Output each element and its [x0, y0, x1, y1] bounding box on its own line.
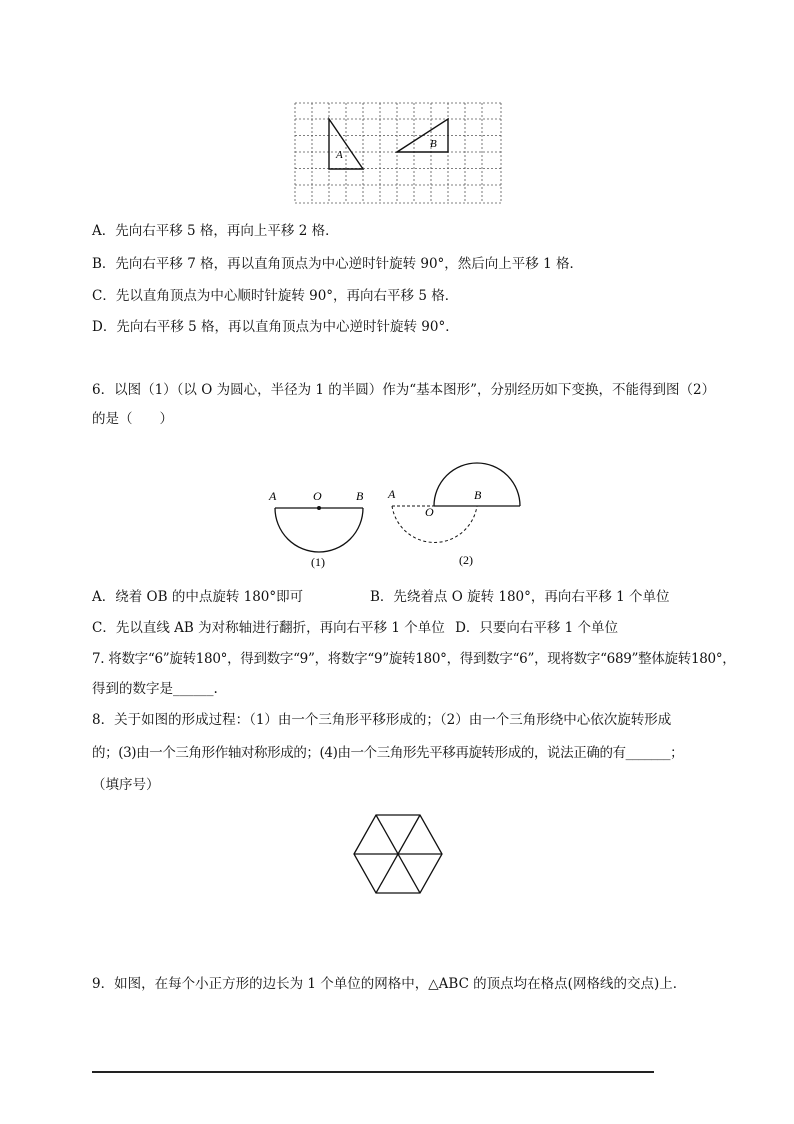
q6-stem-line2: 的是（ ）	[92, 411, 173, 427]
figure-1	[268, 489, 364, 569]
q5-option-c: C．先以直角顶点为中心顺时针旋转 90°，再向右平移 5 格．	[92, 288, 459, 304]
q6-option-d: D．只要向右平移 1 个单位	[455, 620, 619, 636]
fig1-caption: (1)	[311, 555, 325, 569]
fig2-label-b: B	[474, 488, 482, 502]
fig2-label-a: A	[388, 487, 396, 501]
triangle-a	[329, 119, 363, 169]
q6-figures	[262, 452, 534, 574]
q5-option-d: D．先向右平移 5 格，再以直角顶点为中心逆时针旋转 90°．	[92, 319, 459, 335]
bottom-rule	[92, 1071, 654, 1073]
q5-option-b: B．先向右平移 7 格，再以直角顶点为中心逆时针旋转 90°，然后向上平移 1 格．	[92, 256, 583, 272]
fig1-label-b: B	[356, 489, 364, 503]
fig2-caption: (2)	[459, 553, 473, 567]
label-b: B	[430, 138, 437, 150]
fig2-label-o: O	[425, 505, 434, 519]
figure-2	[387, 463, 520, 567]
q5-grid-figure	[294, 102, 502, 204]
q7-line2: 得到的数字是______.	[92, 681, 218, 697]
fig1-label-o: O	[313, 489, 322, 503]
fig1-label-a: A	[269, 489, 277, 503]
q5-option-a: A．先向右平移 5 格，再向上平移 2 格．	[92, 223, 339, 239]
q8-line1: 8．关于如图的形成过程：（1）由一个三角形平移形成的；（2）由一个三角形绕中心依次旋转形成	[92, 712, 672, 728]
q6-option-b: B．先绕着点 O 旋转 180°，再向右平移 1 个单位	[370, 589, 670, 605]
q6-option-c-d	[92, 619, 618, 637]
q9-line1: 9．如图，在每个小正方形的边长为 1 个单位的网格中，△ABC 的顶点均在格点(网格线的交点)上．	[92, 976, 687, 992]
q6-option-c: C．先以直线 AB 为对称轴进行翻折，再向右平移 1 个单位	[92, 620, 445, 636]
grid-lines	[295, 103, 501, 203]
label-a: A	[336, 149, 343, 161]
q6-stem-line1: 6．以图（1）（以 O 为圆心，半径为 1 的半圆）作为“基本图形”，分别经历如下变换，不能得到图（2）	[92, 382, 716, 398]
q6-option-a: A．绕着 OB 的中点旋转 180°即可	[92, 589, 304, 605]
q8-hexagon-figure	[352, 812, 444, 896]
q8-line3: （填序号）	[92, 777, 160, 793]
q8-line2: 的；(3)由一个三角形作轴对称形成的；(4)由一个三角形先平移再旋转形成的，说法正确的有_______；	[92, 745, 684, 761]
q7-line1: 7. 将数字“6”旋转180°，得到数字“9”，将数字“9”旋转180°，得到数字“6”，现将数字“689”整体旋转180°，	[92, 651, 736, 667]
